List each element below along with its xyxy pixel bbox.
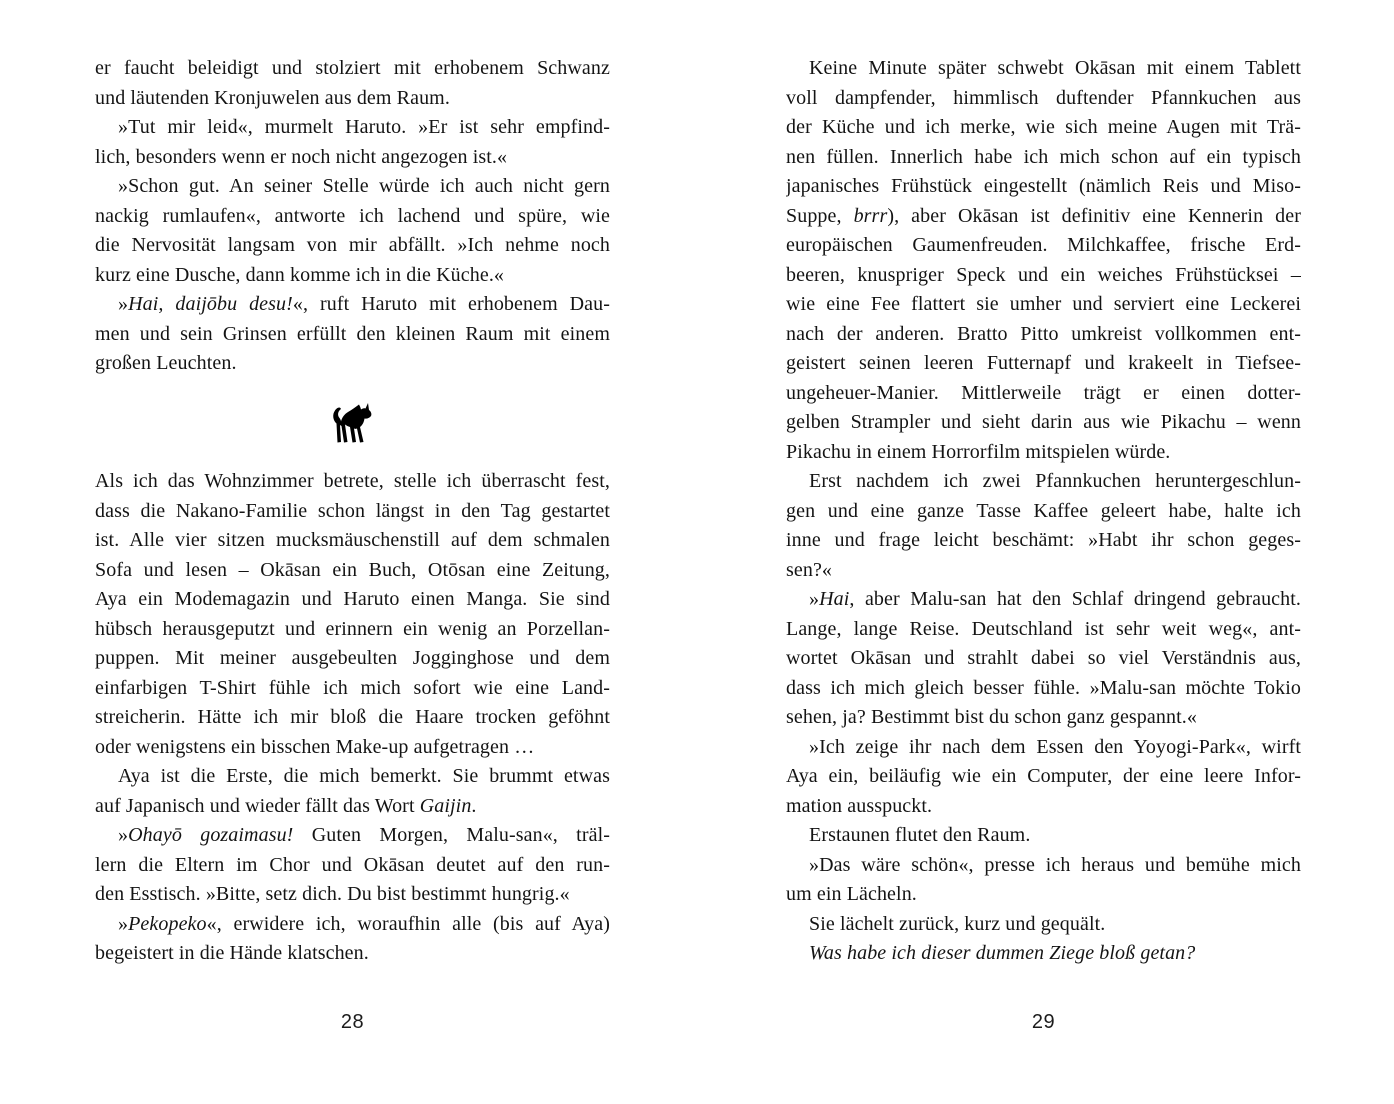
text-line: puppen. Mit meiner ausgebeulten Jogginghose und dem xyxy=(95,647,610,669)
text-line: dass ich mich gleich besser fühle. »Malu-san möchte Tokio xyxy=(786,676,1301,699)
text-line: Erstaunen flutet den Raum. xyxy=(809,824,1031,846)
text-line: lern die Eltern im Chor und Okāsan deutet auf den run- xyxy=(95,853,610,876)
text-line: Erst nachdem ich zwei Pfannkuchen heruntergeschlun- xyxy=(809,470,1301,492)
text-line: »Pekopeko«, erwidere ich, woraufhin alle (bis auf Aya) xyxy=(118,912,610,935)
text-column-left xyxy=(95,54,610,969)
text-line: »Tut mir leid«, murmelt Haruto. »Er ist sehr empfind- xyxy=(118,116,610,138)
text-line: wie eine Fee flattert sie umher und serviert eine Leckerei xyxy=(786,293,1301,315)
text-line: lich, besonders wenn er noch nicht angezogen ist.« xyxy=(95,145,508,168)
text-line: Aya ist die Erste, die mich bemerkt. Sie brummt etwas xyxy=(118,765,610,787)
text-line: gen und eine ganze Tasse Kaffee geleert habe, halte ich xyxy=(786,499,1301,522)
text-line: Sofa und lesen – Okāsan ein Buch, Otōsan eine Zeitung, xyxy=(95,558,610,581)
text-line: ungeheuer-Manier. Mittlerweile trägt er einen dotter- xyxy=(786,381,1301,404)
text-line: den Esstisch. »Bitte, setz dich. Du bist bestimmt hungrig.« xyxy=(95,883,570,905)
text-line: »Ich zeige ihr nach dem Essen den Yoyogi-Park«, wirft xyxy=(809,735,1301,758)
text-line: er faucht beleidigt und stolziert mit erhobenem Schwanz xyxy=(95,57,610,79)
text-line: dass die Nakano-Familie schon längst in den Tag gestartet xyxy=(95,499,610,522)
section-divider xyxy=(95,379,610,468)
text-line: streicherin. Hätte ich mir bloß die Haare trocken geföhnt xyxy=(95,706,610,728)
text-line: um ein Lächeln. xyxy=(786,883,917,905)
text-line: Pikachu in einem Horrorfilm mitspielen würde. xyxy=(786,440,1171,463)
text-line: »Schon gut. An seiner Stelle würde ich auch nicht gern xyxy=(118,175,610,197)
text-line: oder wenigstens ein bisschen Make-up aufgetragen … xyxy=(95,735,535,758)
text-line: ist. Alle vier sitzen mucksmäuschenstill auf dem schmalen xyxy=(95,529,610,551)
text-line: einfarbigen T-Shirt fühle ich mich sofort wie eine Land- xyxy=(95,676,610,699)
page-number-left: 28 xyxy=(340,1011,365,1033)
text-line: nackig rumlaufen«, antworte ich lachend und spüre, wie xyxy=(95,204,610,227)
text-line: auf Japanisch und wieder fällt das Wort Gaijin. xyxy=(95,794,477,817)
text-line: nen füllen. Innerlich habe ich mich schon auf ein typisch xyxy=(786,145,1301,168)
text-line: gelben Strampler und sieht darin aus wie Pikachu – wenn xyxy=(786,411,1301,433)
text-line: Lange, lange Reise. Deutschland ist sehr weit weg«, ant- xyxy=(786,617,1301,640)
page-right xyxy=(786,0,1301,1104)
page-left xyxy=(95,0,610,1104)
text-line: Sie lächelt zurück, kurz und gequält. xyxy=(809,912,1106,935)
text-line: die Nervosität langsam von mir abfällt. »Ich nehme noch xyxy=(95,234,610,256)
text-line: sen?« xyxy=(786,558,833,581)
text-line: nach der anderen. Bratto Pitto umkreist vollkommen ent- xyxy=(786,322,1301,345)
text-line: kurz eine Dusche, dann komme ich in die Küche.« xyxy=(95,263,505,286)
text-line: Aya ein Modemagazin und Haruto einen Manga. Sie sind xyxy=(95,588,610,610)
text-line: Was habe ich dieser dummen Ziege bloß getan? xyxy=(809,942,1196,964)
text-line: Als ich das Wohnzimmer betrete, stelle ich überrascht fest, xyxy=(95,470,610,492)
text-line: »Hai, aber Malu-san hat den Schlaf dringend gebraucht. xyxy=(809,588,1301,610)
text-line: beeren, knuspriger Speck und ein weiches Frühstücksei – xyxy=(786,263,1301,286)
text-line: europäischen Gaumenfreuden. Milchkaffee, frische Erd- xyxy=(786,234,1301,256)
cat-icon xyxy=(328,396,378,450)
text-line: und läutenden Kronjuwelen aus dem Raum. xyxy=(95,86,450,109)
text-line: japanisches Frühstück eingestellt (nämlich Reis und Miso- xyxy=(786,175,1301,197)
page-number-right: 29 xyxy=(1031,1011,1056,1033)
text-line: wortet Okāsan und strahlt dabei so viel Verständnis aus, xyxy=(786,647,1301,669)
text-line: sehen, ja? Bestimmt bist du schon ganz gespannt.« xyxy=(786,706,1197,728)
text-line: Keine Minute später schwebt Okāsan mit einem Tablett xyxy=(809,57,1301,79)
text-line: Suppe, brrr), aber Okāsan ist definitiv eine Kennerin der xyxy=(786,204,1301,227)
text-line: inne und frage leicht beschämt: »Habt ihr schon geges- xyxy=(786,529,1301,551)
text-line: begeistert in die Hände klatschen. xyxy=(95,942,369,964)
text-line: »Das wäre schön«, presse ich heraus und bemühe mich xyxy=(809,853,1301,876)
text-line: großen Leuchten. xyxy=(95,352,237,374)
text-line: men und sein Grinsen erfüllt den kleinen Raum mit einem xyxy=(95,322,610,345)
text-line: Aya ein, beiläufig wie ein Computer, der eine leere Infor- xyxy=(786,765,1301,787)
text-line: der Küche und ich merke, wie sich meine Augen mit Trä- xyxy=(786,116,1301,138)
text-line: hübsch herausgeputzt und erinnern ein wenig an Porzellan- xyxy=(95,617,610,640)
text-line: »Ohayō gozaimasu! Guten Morgen, Malu-san«, träl- xyxy=(118,824,610,846)
text-line: voll dampfender, himmlisch duftender Pfannkuchen aus xyxy=(786,86,1301,109)
text-line: »Hai, daijōbu desu!«, ruft Haruto mit erhobenem Dau- xyxy=(118,293,610,315)
text-line: mation ausspuckt. xyxy=(786,794,933,817)
text-line: geistert seinen leeren Futternapf und krakeelt in Tiefsee- xyxy=(786,352,1301,374)
text-column-right xyxy=(786,54,1301,969)
